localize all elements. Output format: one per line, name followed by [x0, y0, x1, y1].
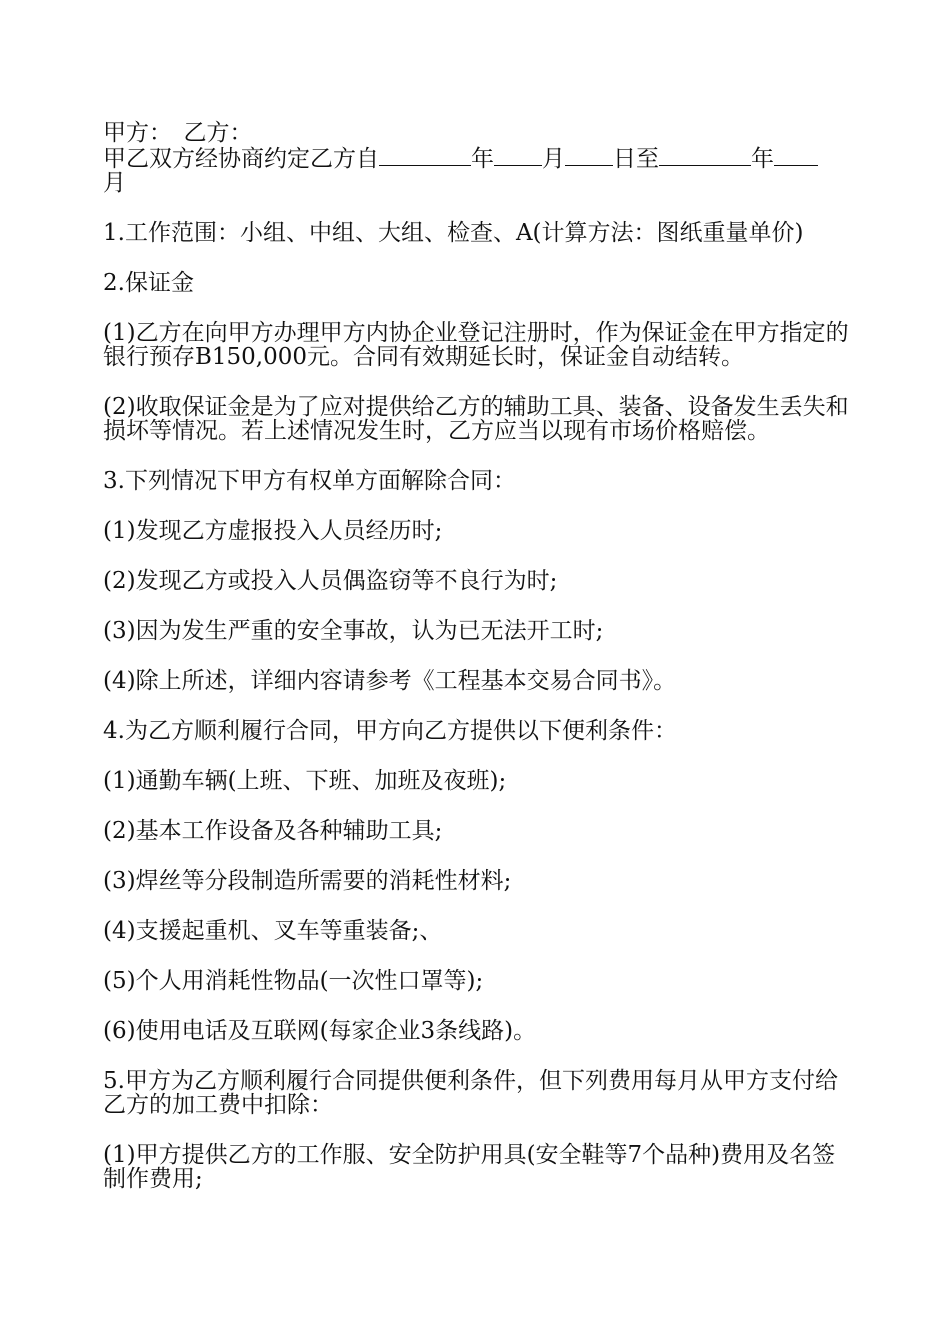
clause-3-item-2: (2)发现乙方或投入人员偶盗窃等不良行为时;: [103, 568, 558, 594]
clause-4-item-1: (1)通勤车辆(上班、下班、加班及夜班);: [103, 768, 507, 794]
clause-2-heading: 2.保证金: [103, 270, 194, 296]
clause-5-item-1: (1)甲方提供乙方的工作服、安全防护用具(安全鞋等7个品种)费用及名签制作费用;: [103, 1142, 836, 1192]
day-to-label: 日至: [613, 146, 659, 172]
month-label-end: 月: [103, 170, 126, 196]
year-label-2: 年: [751, 146, 774, 172]
clause-1-scope: 1.工作范围：小组、中组、大组、检查、A(计算方法：图纸重量单价): [103, 220, 804, 246]
start-month-blank[interactable]: [494, 145, 542, 166]
clause-4-heading: 4.为乙方顺利履行合同，甲方向乙方提供以下便利条件：: [103, 718, 677, 744]
clause-4-item-6: (6)使用电话及互联网(每家企业3条线路)。: [103, 1018, 537, 1044]
clause-2-item-2: (2)收取保证金是为了应对提供给乙方的辅助工具、装备、设备发生丢失和损坏等情况。若上述情况发生时，乙方应当以现有市场价格赔偿。: [103, 394, 849, 444]
clause-3-item-4: (4)除上所述，详细内容请参考《工程基本交易合同书》。: [103, 668, 677, 694]
term-prefix: 甲乙双方经协商约定乙方自: [103, 146, 379, 172]
start-year-blank[interactable]: [379, 145, 471, 166]
end-month-blank[interactable]: [774, 145, 818, 166]
clause-4-item-5: (5)个人用消耗性物品(一次性口罩等);: [103, 968, 484, 994]
end-year-blank[interactable]: [659, 145, 751, 166]
clause-3-item-3: (3)因为发生严重的安全事故，认为已无法开工时;: [103, 618, 604, 644]
clause-4-item-4: (4)支援起重机、叉车等重装备;、: [103, 918, 443, 944]
parties-line: 甲方： 乙方：: [103, 120, 253, 146]
clause-3-item-1: (1)发现乙方虚报投入人员经历时;: [103, 518, 443, 544]
month-label: 月: [542, 146, 565, 172]
document-body: [103, 121, 853, 1191]
clause-5-heading: 5.甲方为乙方顺利履行合同提供便利条件，但下列费用每月从甲方支付给乙方的加工费中扣除：: [103, 1068, 838, 1118]
clause-4-item-2: (2)基本工作设备及各种辅助工具;: [103, 818, 443, 844]
term-line: [103, 145, 853, 195]
clause-4-item-3: (3)焊丝等分段制造所需要的消耗性材料;: [103, 868, 512, 894]
year-label: 年: [471, 146, 494, 172]
clause-3-heading: 3.下列情况下甲方有权单方面解除合同：: [103, 468, 516, 494]
start-day-blank[interactable]: [565, 145, 613, 166]
clause-2-item-1: (1)乙方在向甲方办理甲方内协企业登记注册时，作为保证金在甲方指定的银行预存B150,000元。合同有效期延长时，保证金自动结转。: [103, 320, 849, 370]
